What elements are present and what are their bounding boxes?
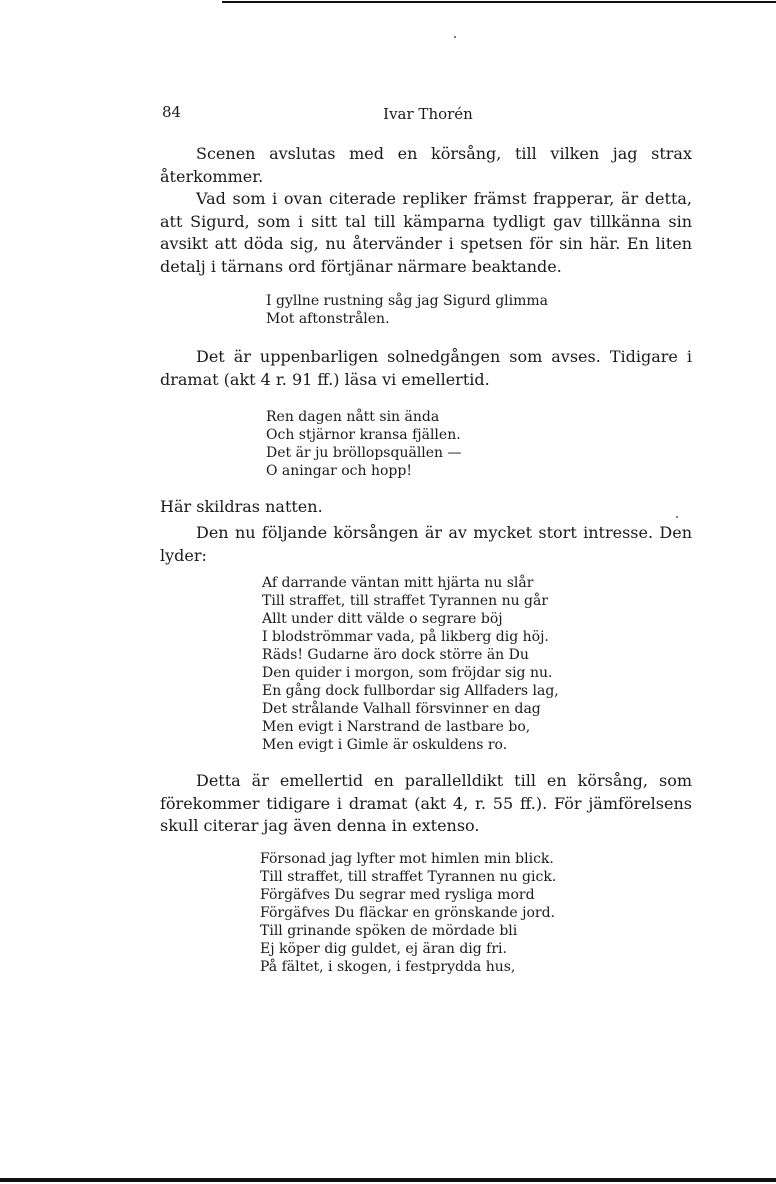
speck — [676, 516, 678, 518]
paragraph: Här skildras natten. — [160, 497, 323, 516]
speck — [454, 36, 456, 38]
verse-line: Men evigt i Gimle är oskuldens ro. — [262, 737, 508, 753]
verse-line: Till grinande spöken de mördade bli — [260, 923, 518, 939]
verse-line: Allt under ditt välde o segrare böj — [262, 611, 503, 627]
verse-line: Men evigt i Narstrand de lastbare bo, — [262, 719, 531, 735]
paragraph: Den nu följande körsången är av mycket stort intresse. Den lyder: — [160, 523, 692, 565]
verse-line: Ej köper dig guldet, ej äran dig fri. — [260, 941, 507, 957]
verse-line: Räds! Gudarne äro dock större än Du — [262, 647, 529, 663]
verse-line: På fältet, i skogen, i festprydda hus, — [260, 959, 516, 975]
verse-line: Det strålande Valhall försvinner en dag — [262, 701, 541, 717]
verse-line: Ren dagen nått sin ända — [266, 409, 440, 425]
verse-line: Af darrande väntan mitt hjärta nu slår — [262, 575, 534, 591]
page-number: 84 — [162, 103, 182, 121]
verse-block — [266, 292, 548, 328]
paragraph: Scenen avslutas med en körsång, till vilken jag strax återkommer. — [160, 144, 692, 186]
verse-line: I gyllne rustning såg jag Sigurd glimma — [266, 293, 549, 309]
verse-line: Förgäfves Du fläckar en grönskande jord. — [260, 905, 556, 921]
verse-line: O aningar och hopp! — [266, 463, 412, 479]
verse-line: Till straffet, till straffet Tyrannen nu går — [262, 593, 549, 609]
verse-block — [262, 574, 559, 754]
verse-block — [260, 850, 556, 976]
top-rule — [222, 1, 776, 3]
paragraph: Detta är emellertid en parallelldikt till en körsång, som förekommer tidigare i dramat (akt 4, r. 55 ff.). För jämförelsens skull citerar jag även denna in extenso. — [160, 771, 692, 836]
verse-line: Förgäfves Du segrar med rysliga mord — [260, 887, 535, 903]
verse-line: Den quider i morgon, som fröjdar sig nu. — [262, 665, 553, 681]
verse-line: Mot aftonstrålen. — [266, 311, 390, 327]
verse-line: Till straffet, till straffet Tyrannen nu gick. — [260, 869, 557, 885]
page-header — [160, 103, 696, 127]
verse-line: I blodströmmar vada, på likberg dig höj. — [262, 629, 549, 645]
verse-block — [266, 408, 462, 480]
verse-line: Försonad jag lyfter mot himlen min blick. — [260, 851, 554, 867]
paragraph: Det är uppenbarligen solnedgången som avses. Tidigare i dramat (akt 4 r. 91 ff.) läsa vi emellertid. — [160, 347, 692, 389]
verse-line: Det är ju bröllopsquällen — — [266, 445, 462, 461]
paragraph: Vad som i ovan citerade repliker främst frapperar, är detta, att Sigurd, som i sitt tal till kämparna tydligt gav tillkänna sin avsikt att döda sig, nu återvänder i spetsen för sin här. En liten detalj i tärnans ord förtjänar närmare beaktande. — [160, 189, 692, 276]
verse-line: En gång dock fullbordar sig Allfaders lag, — [262, 683, 559, 699]
running-title: Ivar Thorén — [383, 105, 473, 123]
verse-line: Och stjärnor kransa fjällen. — [266, 427, 461, 443]
bottom-rule — [0, 1178, 776, 1182]
